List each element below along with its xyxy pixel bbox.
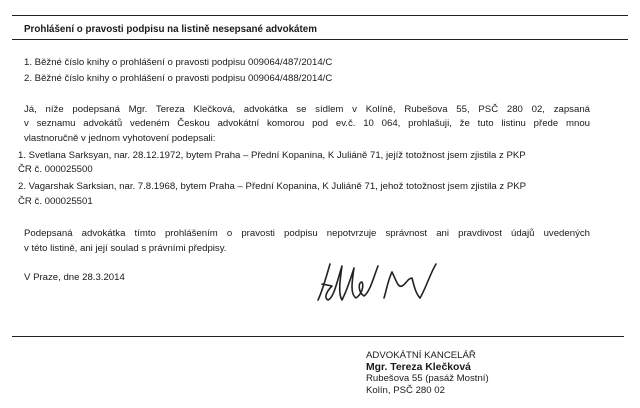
declaration-line-1: Já, níže podepsaná Mgr. Tereza Klečková, advokátka se sídlem v Kolíně, Rubešova 55, PSČ 280 02, zapsaná (24, 104, 590, 115)
handwritten-signature (312, 258, 462, 306)
top-rule (12, 15, 628, 16)
signatory-2-line-1: 2. Vagarshak Sarksian, nar. 7.8.1968, bytem Praha – Přední Kopanina, K Juliáně 71, jehož totožnost jsem zjistila z PKP (18, 181, 527, 192)
stamp-street: Rubešova 55 (pasáž Mostní) (366, 373, 489, 384)
stamp-name: Mgr. Tereza Klečková (366, 361, 471, 373)
signatory-1-line-1: 1. Svetlana Sarksyan, nar. 28.12.1972, bytem Praha – Přední Kopanina, K Juliáně 71, jejíž totožnost jsem zjistila z PKP (18, 150, 526, 161)
disclaimer-line-1: Podepsaná advokátka tímto prohlášením o pravosti podpisu nepotvrzuje správnost ani pravdivost údajů uvedených (24, 228, 590, 239)
signature-rule (12, 336, 624, 337)
document-title: Prohlášení o pravosti podpisu na listině nesepsané advokátem (24, 24, 317, 35)
place-date: V Praze, dne 28.3.2014 (24, 272, 125, 283)
signatory-2-line-2: ČR č. 000025501 (18, 196, 93, 207)
stamp-office: ADVOKÁTNÍ KANCELÁŘ (366, 350, 476, 361)
office-stamp (366, 350, 489, 396)
reference-2: 2. Běžné číslo knihy o prohlášení o pravosti podpisu 009064/488/2014/C (24, 73, 333, 84)
title-underline (12, 39, 628, 40)
reference-1: 1. Běžné číslo knihy o prohlášení o pravosti podpisu 009064/487/2014/C (24, 57, 333, 68)
stamp-city: Kolín, PSČ 280 02 (366, 384, 445, 396)
signatory-1-line-2: ČR č. 000025500 (18, 164, 93, 175)
disclaimer-line-2: v této listině, ani její soulad s právními předpisy. (24, 243, 227, 254)
declaration-line-2: v seznamu advokátů vedeném Českou advokátní komorou pod ev.č. 10 064, prohlašuji, že tuto listinu přede mnou (24, 118, 590, 129)
declaration-line-3: vlastnoručně v jednom vyhotovení podepsali: (24, 133, 216, 144)
